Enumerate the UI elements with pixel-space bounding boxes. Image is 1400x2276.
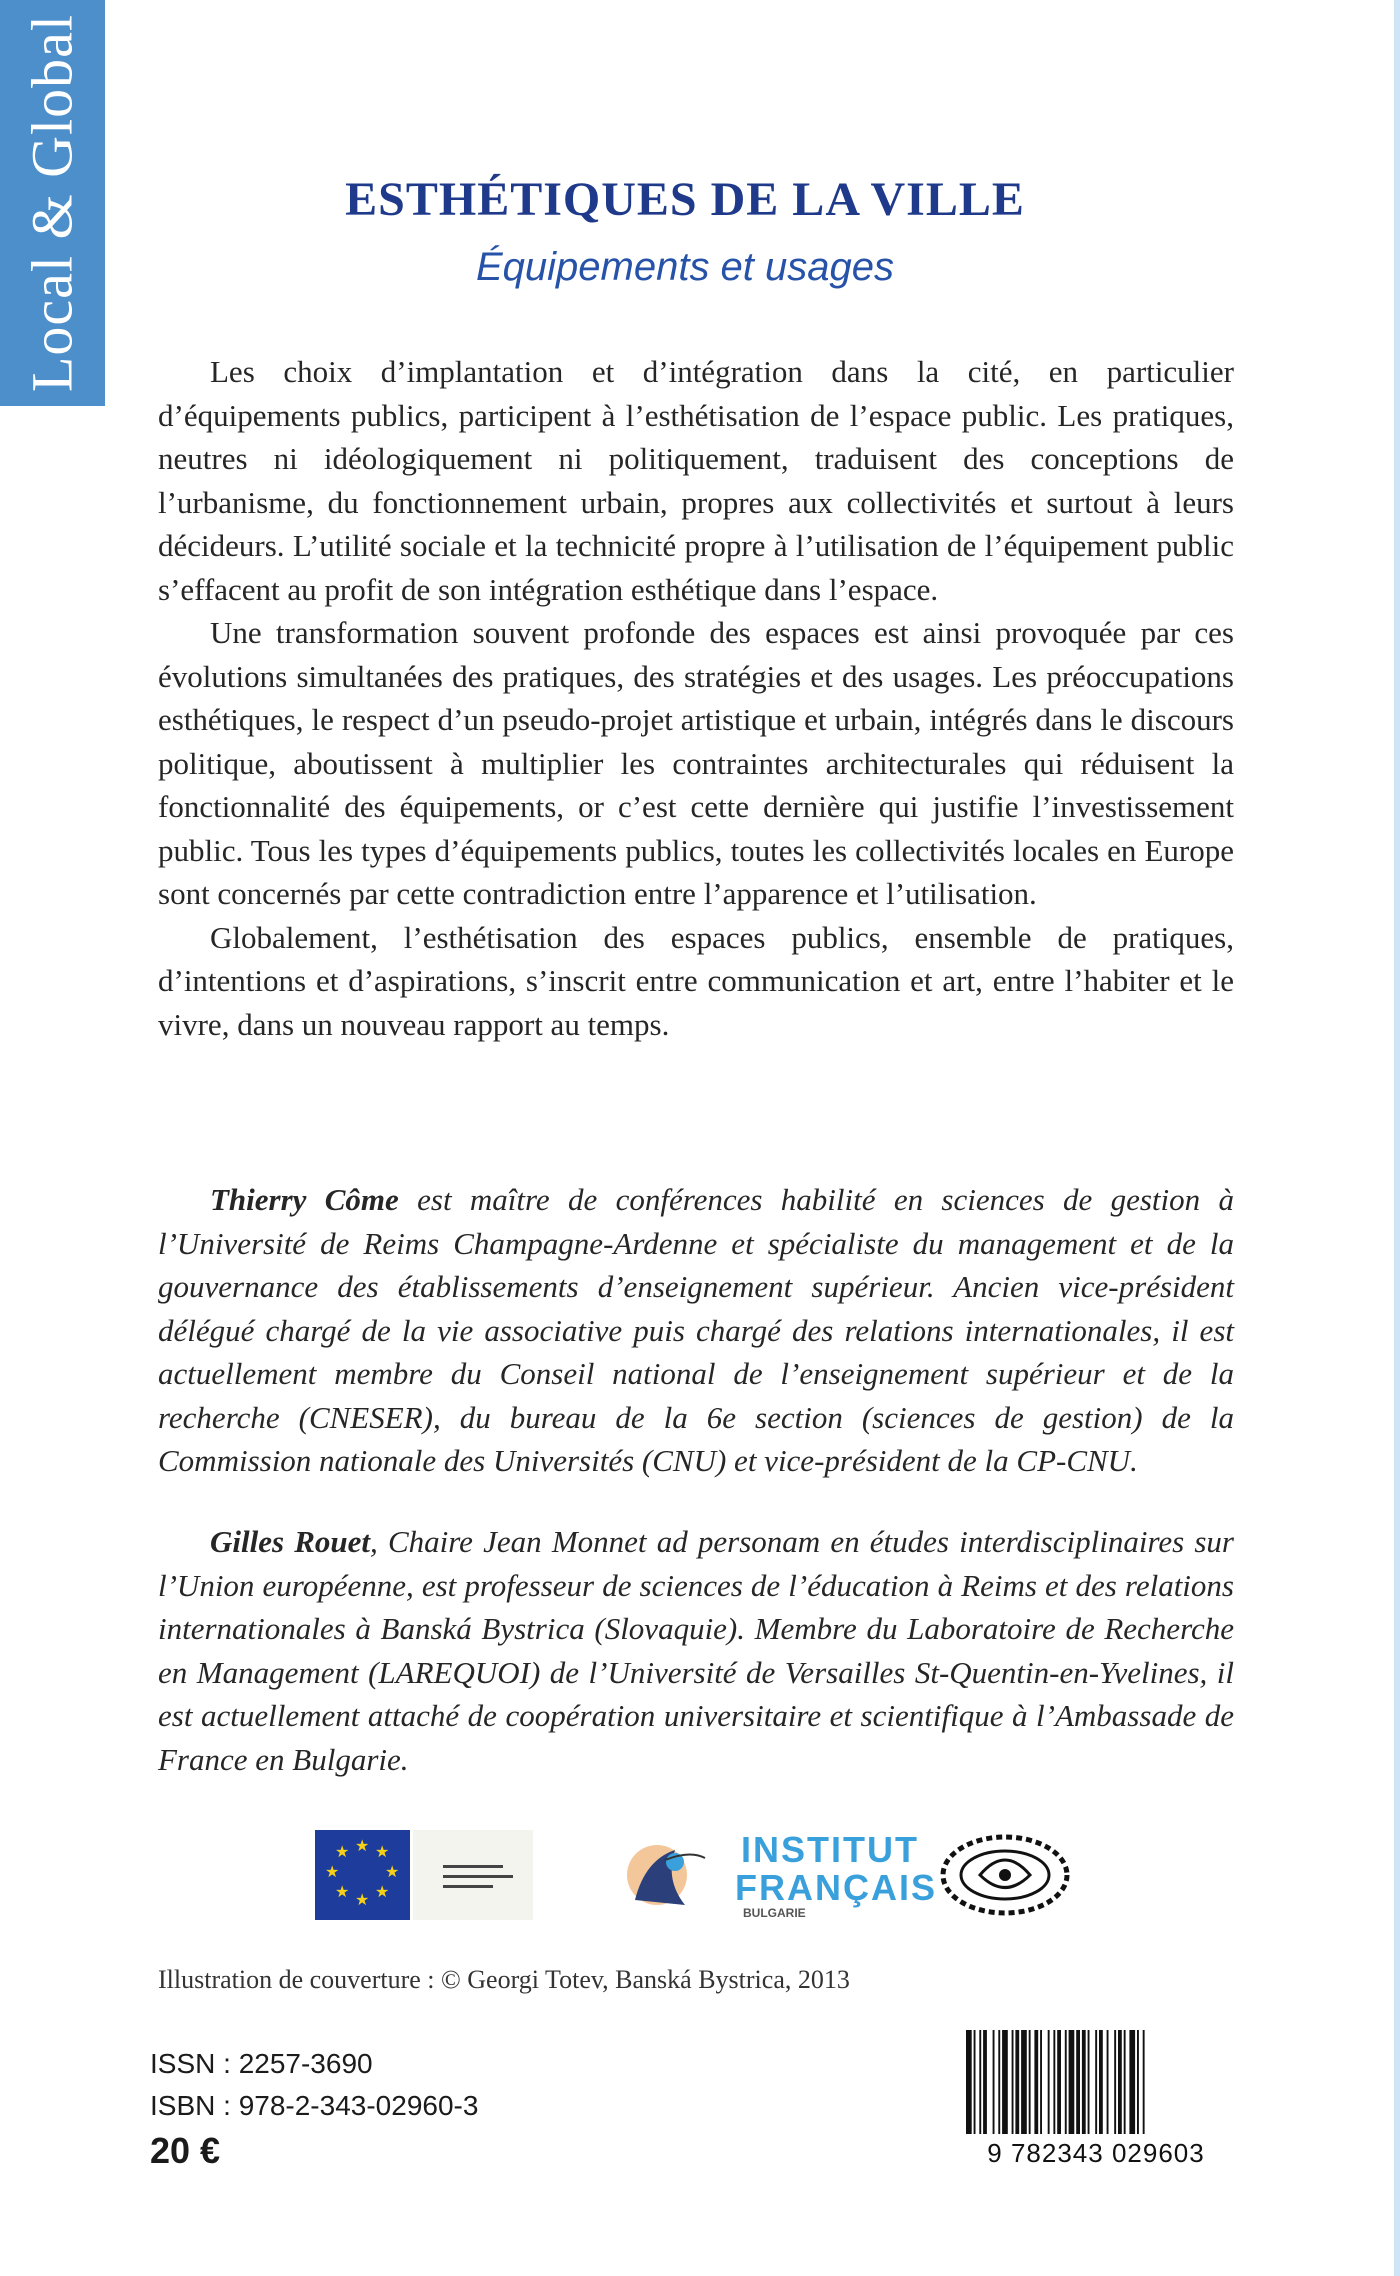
barcode-bar	[1095, 2030, 1097, 2134]
barcode-bar	[1012, 2030, 1014, 2134]
barcode-bar	[993, 2030, 995, 2134]
author-bio-1	[158, 1178, 1234, 1483]
cover-illustration-credit: Illustration de couverture : © Georgi Totev, Banská Bystrica, 2013	[158, 1965, 850, 1994]
barcode-bar	[983, 2030, 987, 2134]
book-subtitle: Équipements et usages	[475, 245, 895, 289]
institut-line-2: FRANÇAIS	[735, 1867, 937, 1908]
barcode-bar	[1021, 2030, 1027, 2134]
institut-line-1: INSTITUT	[741, 1829, 919, 1870]
partner-logos	[315, 1830, 1075, 1920]
barcode-bar	[1065, 2030, 1067, 2134]
barcode-bar	[1118, 2030, 1122, 2134]
barcode-bar	[979, 2030, 981, 2134]
barcode-bar	[1069, 2030, 1075, 2134]
barcode-bar	[974, 2030, 976, 2134]
series-label: Local & Global	[19, 13, 85, 393]
barcode-number: 9 782343 029603	[987, 2138, 1205, 2168]
university-seal-logo	[935, 1830, 1075, 1920]
barcode-bar	[1002, 2030, 1008, 2134]
price: 20 €	[150, 2130, 221, 2171]
institut-francais-logo	[735, 1829, 937, 1920]
barcode-bar	[1124, 2030, 1126, 2134]
barcode-bar	[1143, 2030, 1145, 2134]
series-spine-tab	[0, 0, 105, 406]
barcode-bar	[1034, 2030, 1038, 2134]
author-name-1: Thierry Côme	[210, 1182, 399, 1217]
author-name-2: Gilles Rouet	[210, 1524, 371, 1559]
barcode-bar	[1129, 2030, 1135, 2134]
summary-paragraph-2: Une transformation souvent profonde des espaces est ainsi provoquée par ces évolutions simultanées des pratiques, des stratégies et des usages. Les préoccupations esthétiques, le respect d’un pseudo-projet artistique et urbain, intégrés dans le discours politique, aboutissent à multiplier les contraintes architecturales qui réduisent la fonctionnalité des équipements, or c’est cette dernière qui justifie l’investissement public. Tous les types d’équipements publics, toutes les collectivités locales en Europe sont concernés par cette contradiction entre l’apparence et l’utilisation.	[158, 615, 1234, 911]
barcode-bar	[1099, 2030, 1103, 2134]
institut-line-3: BULGARIE	[743, 1906, 806, 1920]
author-bio-2-text: , Chaire Jean Monnet ad personam en études interdisciplinaires sur l’Union européenne, est professeur de sciences de l’éducation à Reims et des relations internationales à Banská Bystrica (Slovaquie). Membre du Laboratoire de Recherche en Management (LAREQUOI) de l’Université de Versailles St-Quentin-en-Yvelines, il est actuellement attaché de coopération universitaire et scientifique à l’Ambassade de France en Bulgarie.	[158, 1524, 1234, 1777]
book-title: ESTHÉTIQUES DE LA VILLE	[345, 173, 1025, 226]
barcode-bar	[1029, 2030, 1031, 2134]
barcode-bar	[1053, 2030, 1055, 2134]
barcode-bar	[998, 2030, 1000, 2134]
jean-monnet-logo	[413, 1830, 533, 1920]
barcode-bar	[1015, 2030, 1019, 2134]
author-bio-1-text: est maître de conférences habilité en sciences de gestion à l’Université de Reims Champagne-Ardenne et spécialiste du management et de la gouvernance des établissements d’enseignement supérieur. Ancien vice-président délégué chargé de la vie associative puis chargé des relations internationales, il est actuellement membre du Conseil national de l’enseignement supérieur et de la recherche (CNESER), du bureau de la 6e section (sciences de gestion) de la Commission nationale des Universités (CNU) et vice-président de la CP-CNU.	[158, 1182, 1234, 1478]
barcode-bar	[1057, 2030, 1061, 2134]
isbn: ISBN : 978-2-343-02960-3	[150, 2090, 479, 2121]
issn: ISSN : 2257-3690	[150, 2048, 373, 2079]
barcode-bar	[1082, 2030, 1086, 2134]
barcode-bar	[1048, 2030, 1050, 2134]
summary-paragraph-3: Globalement, l’esthétisation des espaces publics, ensemble de pratiques, d’intentions et d’aspirations, s’inscrit entre communication et art, entre l’habiter et le vivre, dans un nouveau rapport au temps.	[158, 919, 1234, 1042]
summary-paragraph-1: Les choix d’implantation et d’intégration dans la cité, en particulier d’équipements publics, participent à l’esthétisation de l’espace public. Les pratiques, neutres ni idéologiquement ni politiquement, traduisent des conceptions de l’urbanisme, du fonctionnement urbain, propres aux collectivités et surtout à leurs décideurs. L’utilité sociale et la technicité propre à l’utilisation de l’équipement public s’effacent au profit de son intégration esthétique dans l’espace.	[158, 354, 1234, 607]
barcode-bar	[1040, 2030, 1042, 2134]
barcode-bar	[1107, 2030, 1109, 2134]
eu-flag-logo: ★ ★ ★ ★ ★ ★ ★ ★	[315, 1830, 410, 1920]
barcode-bar	[1137, 2030, 1139, 2134]
barcode-bars	[962, 2030, 1230, 2140]
barcode-bar	[1076, 2030, 1080, 2134]
author-bio-2	[158, 1520, 1234, 1781]
summary-text	[158, 350, 1234, 1046]
laboratory-logo	[605, 1830, 725, 1920]
page-right-edge	[1394, 0, 1400, 2276]
barcode-bar	[1114, 2030, 1116, 2134]
barcode	[962, 2030, 1230, 2170]
barcode-bar	[966, 2030, 972, 2134]
barcode-bar	[1088, 2030, 1090, 2134]
